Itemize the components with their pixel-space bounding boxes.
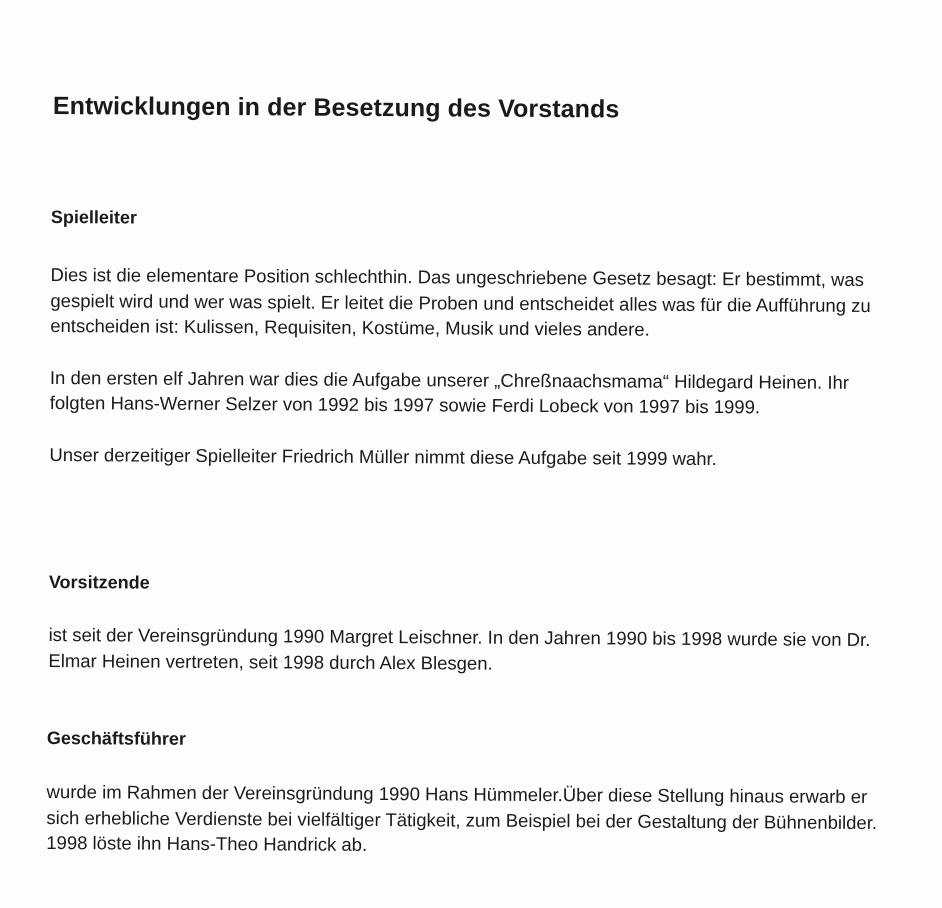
paragraph: Unser derzeitiger Spielleiter Friedrich Müller nimmt diese Aufgabe seit 1999 wahr.: [49, 443, 717, 469]
paragraph: ist seit der Vereinsgründung 1990 Margret Leischner. In den Jahren 1990 bis 1998 wurde sie von Dr. Elmar Heinen vertreten, seit 1998 durch Alex Blesgen.: [48, 623, 871, 674]
paragraph: wurde im Rahmen der Vereinsgründung 1990 Hans Hümmeler.Über diese Stellung hinaus erwarb er sich erhebliche Verdienste bei vielfältiger Tätigkeit, zum Beispiel bei der Gestaltung der Bühnenbilder. 1998 löste ihn Hans-Theo Handrick ab.: [46, 780, 878, 855]
section-heading: Geschäftsführer: [46, 727, 187, 749]
paragraph: Dies ist die elementare Position schlechthin. Das ungeschriebene Gesetz besagt: Er bestimmt, was gespielt wird und wer was spielt. Er leitet die Proben und entscheidet alles was für die Aufführung zu entscheiden ist: Kulissen, Requisiten, Kostüme, Musik und vieles andere.: [50, 263, 871, 340]
page-title: Entwicklungen in der Besetzung des Vorstands: [52, 92, 620, 124]
section-heading: Vorsitzende: [48, 571, 150, 593]
section-heading: Spielleiter: [50, 206, 138, 228]
section-vorsitzende: [48, 570, 899, 678]
section-geschaeftsfuehrer: [46, 726, 897, 861]
paragraph: In den ersten elf Jahren war dies die Aufgabe unserer „Chreßnaachsmama“ Hildegard Heinen. Ihr folgten Hans-Werner Selzer von 1992 bis 1997 sowie Ferdi Lobeck von 1997 bis 1999.: [49, 366, 850, 418]
section-spielleiter: [49, 205, 901, 472]
